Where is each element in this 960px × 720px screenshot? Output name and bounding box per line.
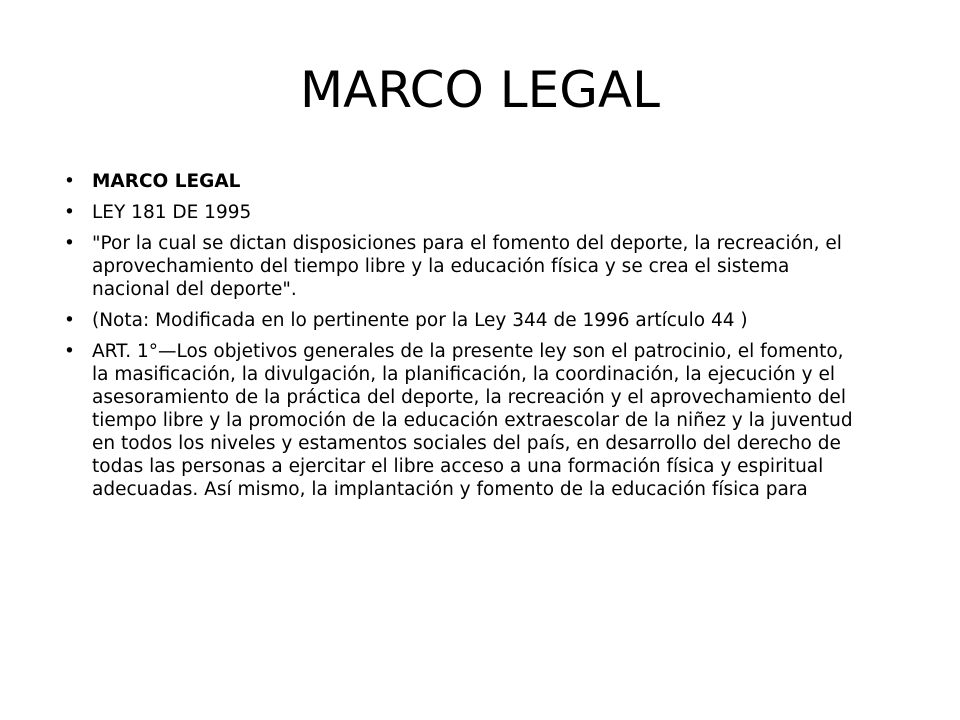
bullet-item-marco-legal — [64, 170, 860, 193]
bullet-dot-icon: • — [64, 171, 75, 192]
slide-title: MARCO LEGAL — [299, 61, 660, 119]
bullet-dot-icon: • — [64, 202, 75, 223]
bullet-item-ley-description — [64, 232, 860, 301]
bullet-text: LEY 181 DE 1995 — [92, 202, 252, 223]
bullet-text: MARCO LEGAL — [92, 171, 241, 192]
bullet-dot-icon: • — [64, 341, 75, 362]
bullet-dot-icon: • — [64, 310, 75, 331]
bullet-item-ley — [64, 201, 860, 224]
bullet-item-articulo-1 — [64, 340, 860, 501]
bullet-text: (Nota: Modificada en lo pertinente por la Ley 344 de 1996 artículo 44 ) — [92, 310, 748, 331]
bullet-list — [64, 170, 860, 509]
bullet-text: "Por la cual se dictan disposiciones para el fomento del deporte, la recreación, el aprovechamiento del tiempo libre y la educación física y se crea el sistema nacional del deporte". — [92, 233, 842, 300]
bullet-text: ART. 1°—Los objetivos generales de la presente ley son el patrocinio, el fomento, la masificación, la divulgación, la planificación, la coordinación, la ejecución y el asesoramiento de la práctica del deporte, la recreación y el aprovechamiento del tiempo libre y la promoción de la educación extraescolar de la niñez y la juventud en todos los niveles y estamentos sociales del país, en desarrollo del derecho de todas las personas a ejercitar el libre acceso a una formación física y espiritual adecuadas. Así mismo, la implantación y fomento de la educación física para — [92, 341, 853, 500]
bullet-dot-icon: • — [64, 233, 75, 254]
bullet-item-nota — [64, 309, 860, 332]
